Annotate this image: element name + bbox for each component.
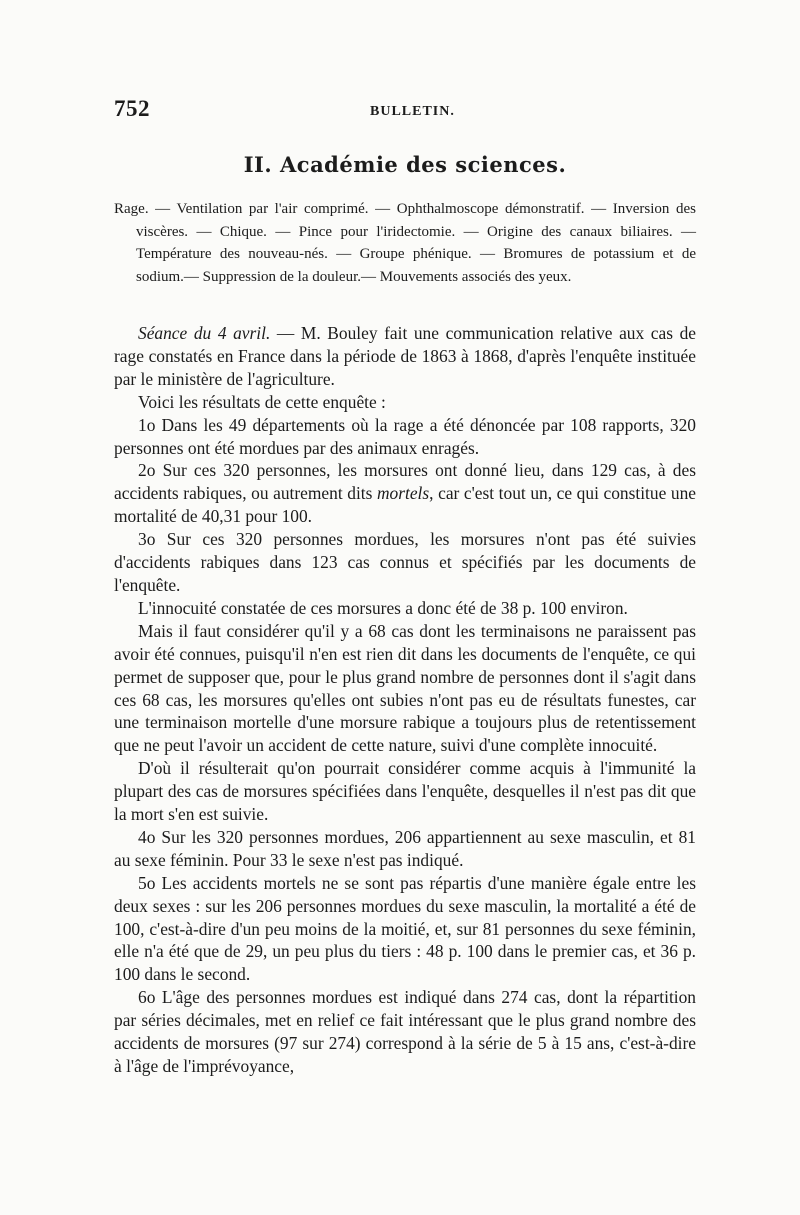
paragraph-point-5: 5o Les accidents mortels ne se sont pas répartis d'une manière égale entre les deux sexes : sur les 206 personnes mordues du sexe masculin, la mortalité a été de 100, c'est-à-dire d'un peu moins de la moitié, et, sur 81 personnes du sexe féminin, elle n'a été que de 29, un peu plus du tiers : 48 p. 100 dans le premier cas, et 36 p. 100 dans le second.	[114, 872, 696, 985]
point-2-italic: mortels	[376, 483, 430, 504]
paragraph-results-intro: Voici les résultats de cette enquête :	[138, 391, 386, 412]
article-body	[114, 322, 696, 1078]
paragraph-point-1: 1o Dans les 49 départements où la rage a été dénoncée par 108 rapports, 320 personnes ont été mordues par des animaux enragés.	[114, 414, 696, 458]
page-header	[114, 96, 696, 126]
paragraph-session	[114, 322, 696, 391]
page-number: 752	[114, 96, 150, 121]
running-head: BULLETIN.	[370, 104, 455, 119]
session-date: Séance du 4 avril.	[138, 323, 271, 343]
paragraph-point-4: 4o Sur les 320 personnes mordues, 206 appartiennent au sexe masculin, et 81 au sexe féminin. Pour 33 le sexe n'est pas indiqué.	[114, 826, 696, 870]
point-2-text-b: , car c'est tout un, ce qui constitue une mortalité de 40,31 pour 100.	[114, 483, 696, 527]
section-title: II. Académie des sciences.	[243, 152, 567, 177]
paragraph-immunity: D'où il résulterait qu'on pourrait considérer comme acquis à l'immunité la plupart des cas de morsures spécifiées dans l'enquête, desquelles il n'est pas dit que la mort s'en est suivie.	[114, 758, 696, 825]
paragraph-innocuity: L'innocuité constatée de ces morsures a donc été de 38 p. 100 environ.	[138, 597, 628, 618]
paragraph-point-3: 3o Sur ces 320 personnes mordues, les morsures n'ont pas été suivies d'accidents rabiques dans 123 cas connus et spécifiés par les documents de l'enquête.	[114, 529, 696, 595]
summary-text: Rage. — Ventilation par l'air comprimé. — Ophthalmoscope démonstratif. — Inversion des viscères. — Chique. — Pince pour l'iridectomie. — Origine des canaux biliaires. — Température des nouveau-nés. — Groupe phénique. — Bromures de potassium et de sodium.— Suppression de la douleur.— Mouvements associés des yeux.	[114, 201, 696, 285]
point-2-text-a: 2o Sur ces 320 personnes, les morsures ont donné lieu, dans 129 cas, à des accidents rabiques, ou autrement dits	[114, 460, 696, 504]
session-text: — M. Bouley fait une communication relative aux cas de rage constatés en France dans la période de 1863 à 1868, d'après l'enquête instituée par le ministère de l'agriculture.	[114, 323, 696, 389]
paragraph-point-2	[114, 459, 696, 528]
paragraph-point-6: 6o L'âge des personnes mordues est indiqué dans 274 cas, dont la répartition par séries décimales, met en relief ce fait intéressant que le plus grand nombre des accidents de morsures (97 sur 274) correspond à la série de 5 à 15 ans, c'est-à-dire à l'âge de l'imprévoyance,	[114, 987, 696, 1076]
section-summary	[114, 198, 696, 288]
paragraph-unknown-cases: Mais il faut considérer qu'il y a 68 cas dont les terminaisons ne paraissent pas avoir été connues, puisqu'il n'en est rien dit dans les documents de l'enquête, ce qui permet de supposer que, pour le plus grand nombre de personnes dont il s'agit dans ces 68 cas, les morsures qu'elles ont subies n'ont pas eu de résultats funestes, car une terminaison mortelle d'une morsure rabique a toujours plus de retentissement que ne peut l'avoir un accident de cette nature, suivi d'une complète innocuité.	[114, 620, 696, 756]
